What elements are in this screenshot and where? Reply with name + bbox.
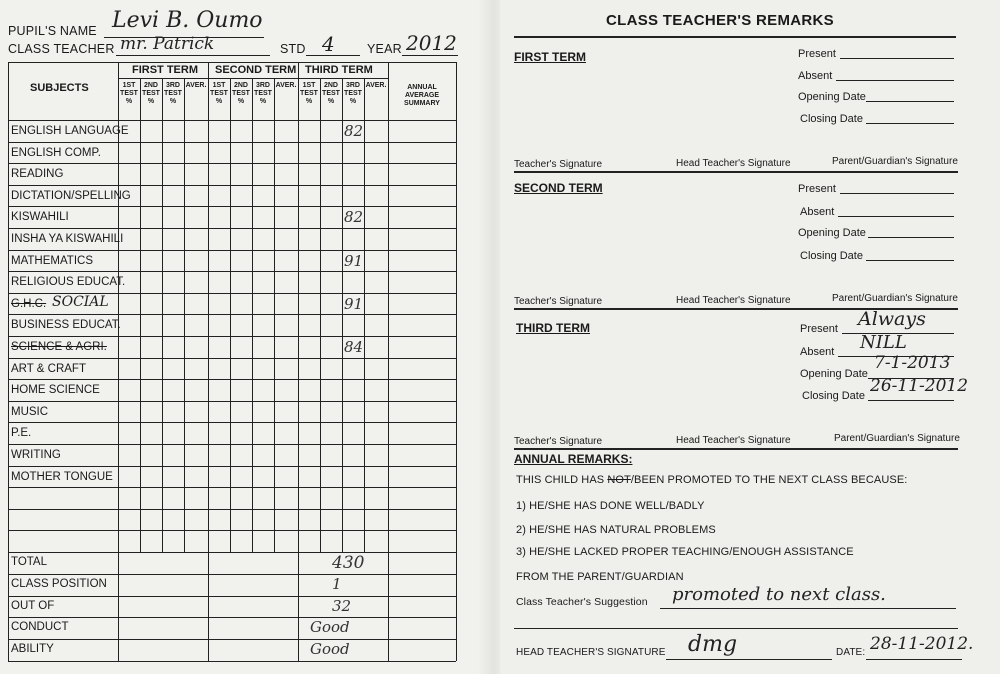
third-term-rule bbox=[514, 448, 958, 450]
footer-row-label: OUT OF bbox=[11, 599, 55, 612]
suggestion-line bbox=[660, 608, 956, 609]
class-teacher-underline bbox=[116, 55, 270, 56]
std-value: 4 bbox=[322, 32, 335, 56]
suggestion-label: Class Teacher's Suggestion bbox=[516, 596, 648, 608]
third-opening-value: 7-1-2013 bbox=[874, 353, 951, 373]
suggestion-rule bbox=[514, 628, 958, 629]
subject-handwritten: SOCIAL bbox=[52, 293, 109, 310]
second-absent-line bbox=[838, 216, 954, 217]
second-closing-line bbox=[866, 260, 954, 261]
test-col-header: 2ND TEST % bbox=[142, 82, 160, 105]
subject-label: MUSIC bbox=[11, 405, 49, 418]
second-closing-label: Closing Date bbox=[800, 250, 863, 262]
third-term-header: THIRD TERM bbox=[305, 64, 373, 76]
pupil-name-label: PUPIL'S NAME bbox=[8, 24, 97, 38]
subject-label: G.H.C. bbox=[11, 297, 47, 310]
first-term-header: FIRST TERM bbox=[132, 64, 198, 76]
promoted-line: THIS CHILD HAS NOT/BEEN PROMOTED TO THE NEXT CLASS BECAUSE: bbox=[516, 474, 908, 486]
table-col-line bbox=[274, 78, 275, 552]
first-parent-sig: Parent/Guardian's Signature bbox=[832, 156, 958, 167]
pupil-name-value: Levi B. Oumo bbox=[112, 8, 263, 33]
second-teacher-sig: Teacher's Signature bbox=[514, 296, 603, 307]
second-absent-label: Absent bbox=[800, 206, 835, 218]
suggestion-value: promoted to next class. bbox=[672, 584, 886, 605]
subject-label: RELIGIOUS EDUCAT. bbox=[11, 276, 126, 289]
promoted-struck-word: NOT bbox=[607, 474, 631, 486]
table-col-line bbox=[298, 62, 299, 661]
third-closing-line bbox=[868, 400, 954, 401]
test-col-header: 2ND TEST % bbox=[232, 82, 250, 105]
second-opening-line bbox=[868, 237, 954, 238]
year-underline bbox=[402, 55, 458, 56]
table-col-line bbox=[8, 62, 9, 661]
table-col-line bbox=[162, 78, 163, 552]
date-value: 28-11-2012. bbox=[870, 634, 974, 654]
year-value: 2012 bbox=[406, 31, 457, 55]
third-term-3rd-test-mark: 91 bbox=[344, 294, 364, 313]
footer-row-value: 32 bbox=[332, 596, 352, 615]
date-label: DATE: bbox=[836, 647, 866, 658]
table-col-line bbox=[208, 62, 209, 661]
third-closing-value: 26-11-2012 bbox=[870, 376, 969, 396]
test-col-header: 1ST TEST % bbox=[210, 82, 228, 105]
table-col-line bbox=[184, 78, 185, 552]
report-card-right-page bbox=[500, 0, 1000, 674]
second-present-label: Present bbox=[798, 183, 836, 195]
third-term-3rd-test-mark: 84 bbox=[344, 338, 364, 356]
third-absent-value: NILL bbox=[860, 332, 907, 353]
subject-label: ART & CRAFT bbox=[11, 362, 86, 375]
table-col-line bbox=[456, 62, 457, 661]
test-col-header: 1ST TEST % bbox=[120, 82, 138, 105]
footer-row-value: 1 bbox=[332, 574, 342, 593]
head-teacher-signature: dmg bbox=[688, 632, 738, 657]
first-term-rule bbox=[514, 171, 958, 173]
subject-label: P.E. bbox=[11, 427, 32, 440]
subject-label: BUSINESS EDUCAT. bbox=[11, 319, 121, 332]
subject-label: DICTATION/SPELLING bbox=[11, 189, 131, 202]
subjects-header: SUBJECTS bbox=[30, 82, 89, 94]
table-col-line bbox=[140, 78, 141, 552]
footer-row-label: CONDUCT bbox=[11, 621, 69, 634]
table-col-line bbox=[320, 78, 321, 552]
test-col-header: 1ST TEST % bbox=[300, 82, 318, 105]
footer-row-value: Good bbox=[310, 618, 350, 637]
from-parent-line: FROM THE PARENT/GUARDIAN bbox=[516, 571, 684, 583]
table-col-line bbox=[118, 62, 119, 661]
table-col-line bbox=[388, 62, 389, 661]
table-col-line bbox=[364, 78, 365, 552]
table-row-line bbox=[118, 78, 388, 79]
subject-label: MATHEMATICS bbox=[11, 254, 93, 267]
third-present-label: Present bbox=[800, 323, 838, 335]
table-col-line bbox=[230, 78, 231, 552]
table-col-line bbox=[342, 78, 343, 552]
first-closing-label: Closing Date bbox=[800, 113, 863, 125]
third-term-title: THIRD TERM bbox=[516, 321, 590, 335]
test-col-header: 3RD TEST % bbox=[344, 82, 362, 105]
first-opening-line bbox=[866, 101, 954, 102]
subject-label: KISWAHILI bbox=[11, 211, 69, 224]
third-teacher-sig: Teacher's Signature bbox=[514, 436, 603, 447]
remarks-title: CLASS TEACHER'S REMARKS bbox=[606, 12, 834, 29]
annual-remarks-title: ANNUAL REMARKS: bbox=[514, 452, 633, 466]
second-term-title: SECOND TERM bbox=[514, 181, 603, 195]
class-teacher-value: mr. Patrick bbox=[120, 34, 215, 54]
test-col-header: 3RD TEST % bbox=[254, 82, 272, 105]
third-term-3rd-test-mark: 82 bbox=[344, 122, 364, 140]
first-absent-line bbox=[836, 80, 954, 81]
first-term-title: FIRST TERM bbox=[514, 50, 586, 64]
footer-row-value: 430 bbox=[332, 553, 365, 573]
third-absent-label: Absent bbox=[800, 346, 835, 358]
subject-label: WRITING bbox=[11, 449, 61, 461]
std-label: STD bbox=[280, 42, 306, 56]
first-closing-line bbox=[866, 123, 954, 124]
table-col-line bbox=[252, 78, 253, 552]
third-head-sig: Head Teacher's Signature bbox=[676, 435, 791, 446]
title-rule bbox=[514, 36, 956, 38]
table-row-line bbox=[8, 661, 456, 662]
second-parent-sig: Parent/Guardian's Signature bbox=[832, 293, 958, 304]
first-teacher-sig: Teacher's Signature bbox=[514, 159, 603, 170]
class-teacher-label: CLASS TEACHER bbox=[8, 42, 115, 56]
footer-row-label: TOTAL bbox=[11, 556, 47, 568]
footer-row-label: CLASS POSITION bbox=[11, 577, 107, 590]
subject-label: ENGLISH COMP. bbox=[11, 146, 101, 159]
footer-row-label: ABILITY bbox=[11, 643, 54, 656]
date-line bbox=[866, 659, 962, 660]
subject-label: ENGLISH LANGUAGE bbox=[11, 125, 129, 137]
footer-row-value: Good bbox=[310, 640, 350, 659]
reason-1: 1) HE/SHE HAS DONE WELL/BADLY bbox=[516, 500, 705, 512]
second-opening-label: Opening Date bbox=[798, 227, 866, 239]
marks-table bbox=[8, 62, 456, 674]
subject-label: SCIENCE & AGRI. bbox=[11, 341, 107, 353]
third-opening-label: Opening Date bbox=[800, 368, 868, 380]
second-term-header: SECOND TERM bbox=[215, 64, 297, 76]
first-present-line bbox=[840, 58, 954, 59]
subject-label: HOME SCIENCE bbox=[11, 384, 100, 397]
second-present-line bbox=[840, 193, 954, 194]
subject-label: READING bbox=[11, 168, 64, 181]
test-col-header: 3RD TEST % bbox=[164, 82, 182, 105]
annual-average-header: ANNUAL AVERAGE SUMMARY bbox=[404, 84, 440, 107]
first-present-label: Present bbox=[798, 48, 836, 60]
third-parent-sig: Parent/Guardian's Signature bbox=[834, 433, 960, 444]
reason-3: 3) HE/SHE LACKED PROPER TEACHING/ENOUGH ASSISTANCE bbox=[516, 546, 854, 558]
subject-label: INSHA YA KISWAHILI bbox=[11, 233, 124, 245]
test-col-header: AVER. bbox=[185, 82, 207, 89]
year-label: YEAR bbox=[367, 42, 402, 56]
test-col-header: AVER. bbox=[275, 82, 297, 89]
test-col-header: 2ND TEST % bbox=[322, 82, 340, 105]
head-teacher-sig-label: HEAD TEACHER'S SIGNATURE bbox=[516, 647, 666, 658]
second-head-sig: Head Teacher's Signature bbox=[676, 295, 791, 306]
third-term-3rd-test-mark: 91 bbox=[344, 251, 364, 270]
third-term-3rd-test-mark: 82 bbox=[344, 208, 364, 227]
first-absent-label: Absent bbox=[798, 70, 833, 82]
third-present-value: Always bbox=[858, 308, 926, 330]
reason-2: 2) HE/SHE HAS NATURAL PROBLEMS bbox=[516, 524, 716, 536]
third-closing-label: Closing Date bbox=[802, 390, 865, 402]
test-col-header: AVER. bbox=[365, 82, 387, 89]
first-head-sig: Head Teacher's Signature bbox=[676, 158, 791, 169]
subject-label: MOTHER TONGUE bbox=[11, 470, 113, 483]
head-sig-line bbox=[666, 659, 832, 660]
first-opening-label: Opening Date bbox=[798, 91, 866, 103]
